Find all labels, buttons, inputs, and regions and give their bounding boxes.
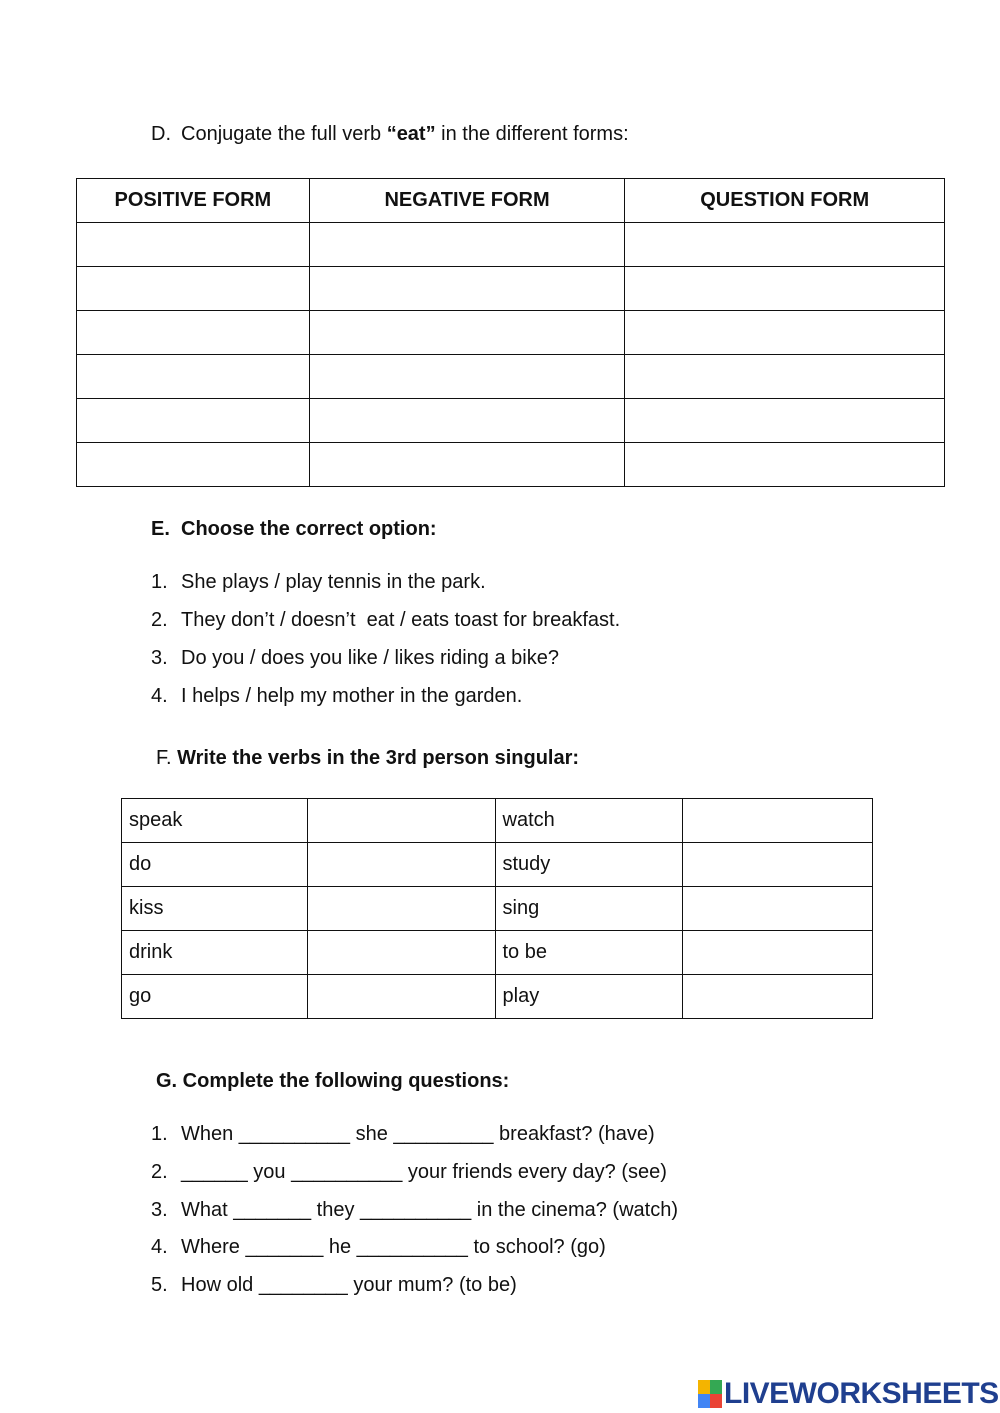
section-e-item-1 — [151, 570, 486, 594]
section-g-item-5 — [151, 1273, 517, 1297]
item-text[interactable]: I helps / help my mother in the garden. — [181, 685, 523, 707]
answer-cell[interactable] — [307, 799, 495, 843]
logo-square-1 — [698, 1380, 710, 1394]
logo-square-2 — [710, 1380, 722, 1394]
verbs-table — [121, 798, 873, 1019]
logo-square-3 — [698, 1394, 710, 1408]
item-number: 5. — [151, 1274, 168, 1296]
liveworksheets-logo — [698, 1377, 999, 1411]
conjugation-row — [77, 399, 945, 443]
negative-cell[interactable] — [309, 311, 625, 355]
positive-cell[interactable] — [77, 399, 310, 443]
question-cell[interactable] — [625, 355, 945, 399]
verb-row — [122, 975, 873, 1019]
section-f-prefix: F. — [156, 747, 178, 769]
section-g-item-3 — [151, 1198, 678, 1222]
conjugation-row — [77, 443, 945, 487]
conjugation-table — [76, 178, 945, 487]
positive-cell[interactable] — [77, 355, 310, 399]
positive-form-header: POSITIVE FORM — [77, 179, 310, 223]
section-g-item-2 — [151, 1160, 667, 1184]
verb-cell: sing — [495, 887, 683, 931]
item-number: 2. — [151, 1161, 168, 1183]
item-text[interactable]: ______ you __________ your friends every day? (see) — [181, 1161, 667, 1183]
positive-cell[interactable] — [77, 267, 310, 311]
section-d-instruction — [151, 122, 629, 146]
logo-square-4 — [710, 1394, 722, 1408]
item-number: 1. — [151, 1123, 168, 1145]
question-cell[interactable] — [625, 443, 945, 487]
verb-cell: watch — [495, 799, 683, 843]
item-number: 4. — [151, 1236, 168, 1258]
item-number: 4. — [151, 685, 168, 707]
question-form-header: QUESTION FORM — [625, 179, 945, 223]
verb-row — [122, 799, 873, 843]
negative-cell[interactable] — [309, 399, 625, 443]
verb-cell: study — [495, 843, 683, 887]
logo-icon — [698, 1380, 722, 1408]
answer-cell[interactable] — [683, 887, 873, 931]
verb-cell: play — [495, 975, 683, 1019]
section-d-verb: “eat” — [386, 123, 436, 145]
question-cell[interactable] — [625, 223, 945, 267]
verb-row — [122, 887, 873, 931]
section-e-title: E. Choose the correct option: — [151, 518, 437, 540]
positive-cell[interactable] — [77, 443, 310, 487]
section-g-item-4 — [151, 1235, 606, 1259]
question-cell[interactable] — [625, 311, 945, 355]
negative-form-header: NEGATIVE FORM — [309, 179, 625, 223]
negative-cell[interactable] — [309, 355, 625, 399]
conjugation-header-row — [77, 179, 945, 223]
negative-cell[interactable] — [309, 267, 625, 311]
verb-cell: do — [122, 843, 308, 887]
answer-cell[interactable] — [683, 799, 873, 843]
verb-cell: go — [122, 975, 308, 1019]
section-e-item-3 — [151, 646, 559, 670]
answer-cell[interactable] — [683, 843, 873, 887]
section-g-title: G. Complete the following questions: — [156, 1070, 510, 1092]
verb-cell: kiss — [122, 887, 308, 931]
item-text[interactable]: She plays / play tennis in the park. — [181, 571, 486, 593]
negative-cell[interactable] — [309, 443, 625, 487]
item-text[interactable]: What _______ they __________ in the cinema? (watch) — [181, 1199, 679, 1221]
section-e-item-2 — [151, 608, 620, 632]
section-d-text-after: in the different forms: — [435, 123, 629, 145]
verb-cell: to be — [495, 931, 683, 975]
section-f-title-text: Write the verbs in the 3rd person singular: — [177, 747, 580, 769]
answer-cell[interactable] — [307, 931, 495, 975]
item-text[interactable]: They don’t / doesn’t eat / eats toast for breakfast. — [181, 609, 621, 631]
item-number: 3. — [151, 647, 168, 669]
verb-cell: speak — [122, 799, 308, 843]
answer-cell[interactable] — [683, 931, 873, 975]
verb-row — [122, 931, 873, 975]
section-f-title — [156, 746, 579, 770]
question-cell[interactable] — [625, 267, 945, 311]
section-e-item-4 — [151, 684, 522, 708]
positive-cell[interactable] — [77, 311, 310, 355]
verb-cell: drink — [122, 931, 308, 975]
item-text[interactable]: How old ________ your mum? (to be) — [181, 1274, 517, 1296]
section-d-text-before: Conjugate the full verb — [181, 123, 387, 145]
question-cell[interactable] — [625, 399, 945, 443]
section-g-item-1 — [151, 1122, 655, 1146]
item-number: 1. — [151, 571, 168, 593]
logo-text: LIVEWORKSHEETS — [724, 1377, 999, 1410]
negative-cell[interactable] — [309, 223, 625, 267]
item-text[interactable]: Where _______ he __________ to school? (go) — [181, 1236, 606, 1258]
section-d-prefix: D. — [151, 123, 171, 145]
conjugation-row — [77, 355, 945, 399]
item-number: 3. — [151, 1199, 168, 1221]
item-text[interactable]: Do you / does you like / likes riding a bike? — [181, 647, 559, 669]
answer-cell[interactable] — [307, 887, 495, 931]
answer-cell[interactable] — [307, 975, 495, 1019]
verb-row — [122, 843, 873, 887]
answer-cell[interactable] — [307, 843, 495, 887]
answer-cell[interactable] — [683, 975, 873, 1019]
positive-cell[interactable] — [77, 223, 310, 267]
item-number: 2. — [151, 609, 168, 631]
conjugation-row — [77, 311, 945, 355]
item-text[interactable]: When __________ she _________ breakfast? (have) — [181, 1123, 655, 1145]
conjugation-row — [77, 223, 945, 267]
conjugation-row — [77, 267, 945, 311]
